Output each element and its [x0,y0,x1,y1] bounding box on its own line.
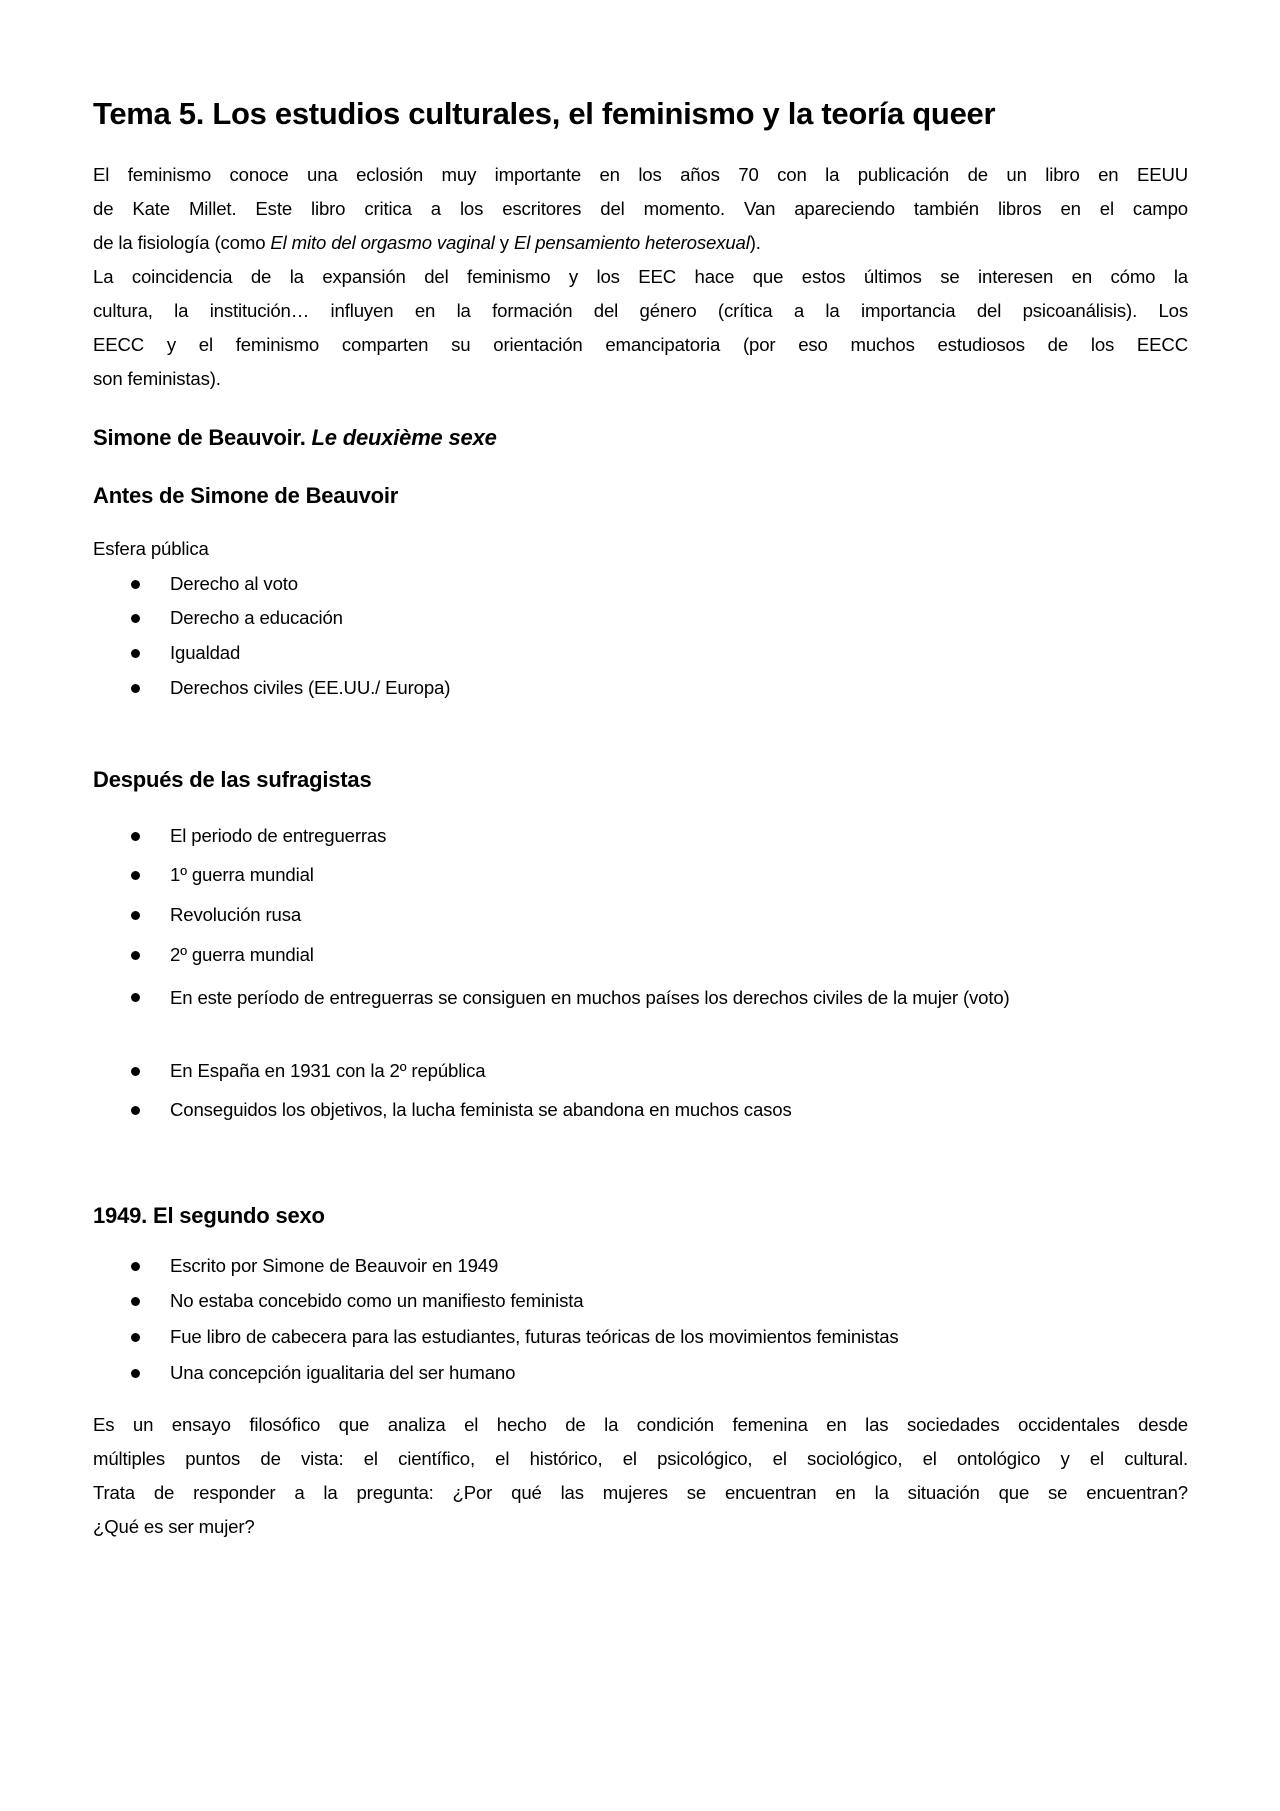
bullet-icon [131,684,140,693]
list-item [0,1320,1280,1354]
intro-text: El feminismo conoce una eclosión muy importante en los años 70 con la publicación de un libro en EEUU [93,164,1188,185]
intro-text: EECC y el feminismo comparten su orientación emancipatoria (por eso muchos estudiosos de los EECC [93,334,1188,355]
intro-text: La coincidencia de la expansión del feminismo y los EEC hace que estos últimos se interesen en cómo la [93,266,1188,287]
list-item [0,898,1280,932]
book-title-pensamiento-heterosexual: El pensamiento heterosexual [513,232,750,253]
list-item-text: No estaba concebido como un manifiesto feminista [170,1290,584,1311]
list-item [0,1249,1280,1283]
list-item-text: Revolución rusa [170,904,302,925]
intro-line [93,362,1188,396]
heading-1949-segundo-sexo: 1949. El segundo sexo [93,1203,325,1228]
closing-line: ¿Qué es ser mujer? [93,1516,255,1537]
bullet-icon [131,871,140,880]
list-item-text: Fue libro de cabecera para las estudiantes, futuras teóricas de los movimientos feministas [170,1326,899,1347]
intro-line [93,158,1188,192]
bullet-icon [131,1067,140,1076]
list-item-text: Derecho a educación [170,607,343,628]
list-item [0,567,1280,601]
closing-paragraph [93,1408,1188,1544]
bullet-icon [131,649,140,658]
bullet-icon [131,1369,140,1378]
list-item-text: En España en 1931 con la 2º república [170,1060,486,1081]
intro-text: son feministas). [93,368,221,389]
bullet-icon [131,614,140,623]
bullet-icon [131,580,140,589]
list-item [0,671,1280,705]
intro-text: de Kate Millet. Este libro critica a los escritores del momento. Van apareciendo también libros en el campo [93,198,1188,219]
bullet-icon [131,911,140,920]
list-item-text: Una concepción igualitaria del ser humano [170,1362,516,1383]
heading-book-title: Le deuxième sexe [311,425,497,450]
intro-text: ). [749,232,761,253]
bullet-icon [131,832,140,841]
closing-line: Trata de responder a la pregunta: ¿Por qué las mujeres se encuentran en la situación que se encuentran? [93,1482,1188,1503]
list-item-text: El periodo de entreguerras [170,825,387,846]
closing-line: Es un ensayo filosófico que analiza el hecho de la condición femenina en las sociedades occidentales desde [93,1414,1188,1435]
label-esfera-publica: Esfera pública [93,538,209,559]
list-item [0,636,1280,670]
intro-line [93,294,1188,328]
intro-paragraph [93,158,1188,396]
list-item-text: Escrito por Simone de Beauvoir en 1949 [170,1255,499,1276]
intro-line [93,260,1188,294]
bullet-icon [131,951,140,960]
list-item [0,1093,1280,1127]
page-title: Tema 5. Los estudios culturales, el feminismo y la teoría queer [93,96,996,131]
list-item [0,938,1280,972]
heading-text: Simone de Beauvoir. [93,425,312,450]
list-item [0,858,1280,892]
bullet-icon [131,1297,140,1306]
intro-line [93,328,1188,362]
intro-text: y [494,232,514,253]
list-item-text: Derecho al voto [170,573,298,594]
heading-despues-sufragistas: Después de las sufragistas [93,767,372,792]
heading-antes-de-simone: Antes de Simone de Beauvoir [93,483,399,508]
intro-text: cultura, la institución… influyen en la formación del género (crítica a la importancia del psicoanálisis). Los [93,300,1188,321]
list-item-text: Derechos civiles (EE.UU./ Europa) [170,677,451,698]
intro-line [93,192,1188,226]
list-item-text: Igualdad [170,642,241,663]
list-item-text: Conseguidos los objetivos, la lucha feminista se abandona en muchos casos [170,1099,792,1120]
list-item [0,1284,1280,1318]
intro-text: de la fisiología (como [93,232,271,253]
list-item [0,1356,1280,1390]
list-item-text: 1º guerra mundial [170,864,314,885]
list-item [0,819,1280,853]
bullet-icon [131,1106,140,1115]
bullet-icon [131,993,140,1002]
bullet-icon [131,1262,140,1271]
list-item [0,601,1280,635]
list-item-text: En este período de entreguerras se consiguen en muchos países los derechos civiles de la mujer (voto) [170,987,1010,1008]
list-item [0,980,1280,1052]
heading-simone-de-beauvoir [93,423,497,453]
bullet-icon [131,1333,140,1342]
list-item-text: 2º guerra mundial [170,944,314,965]
book-title-orgasmo-vaginal: El mito del orgasmo vaginal [270,232,495,253]
closing-line: múltiples puntos de vista: el científico, el histórico, el psicológico, el sociológico, el ontológico y el cultural. [93,1448,1188,1469]
intro-line [93,226,1188,260]
list-item [0,1054,1280,1088]
